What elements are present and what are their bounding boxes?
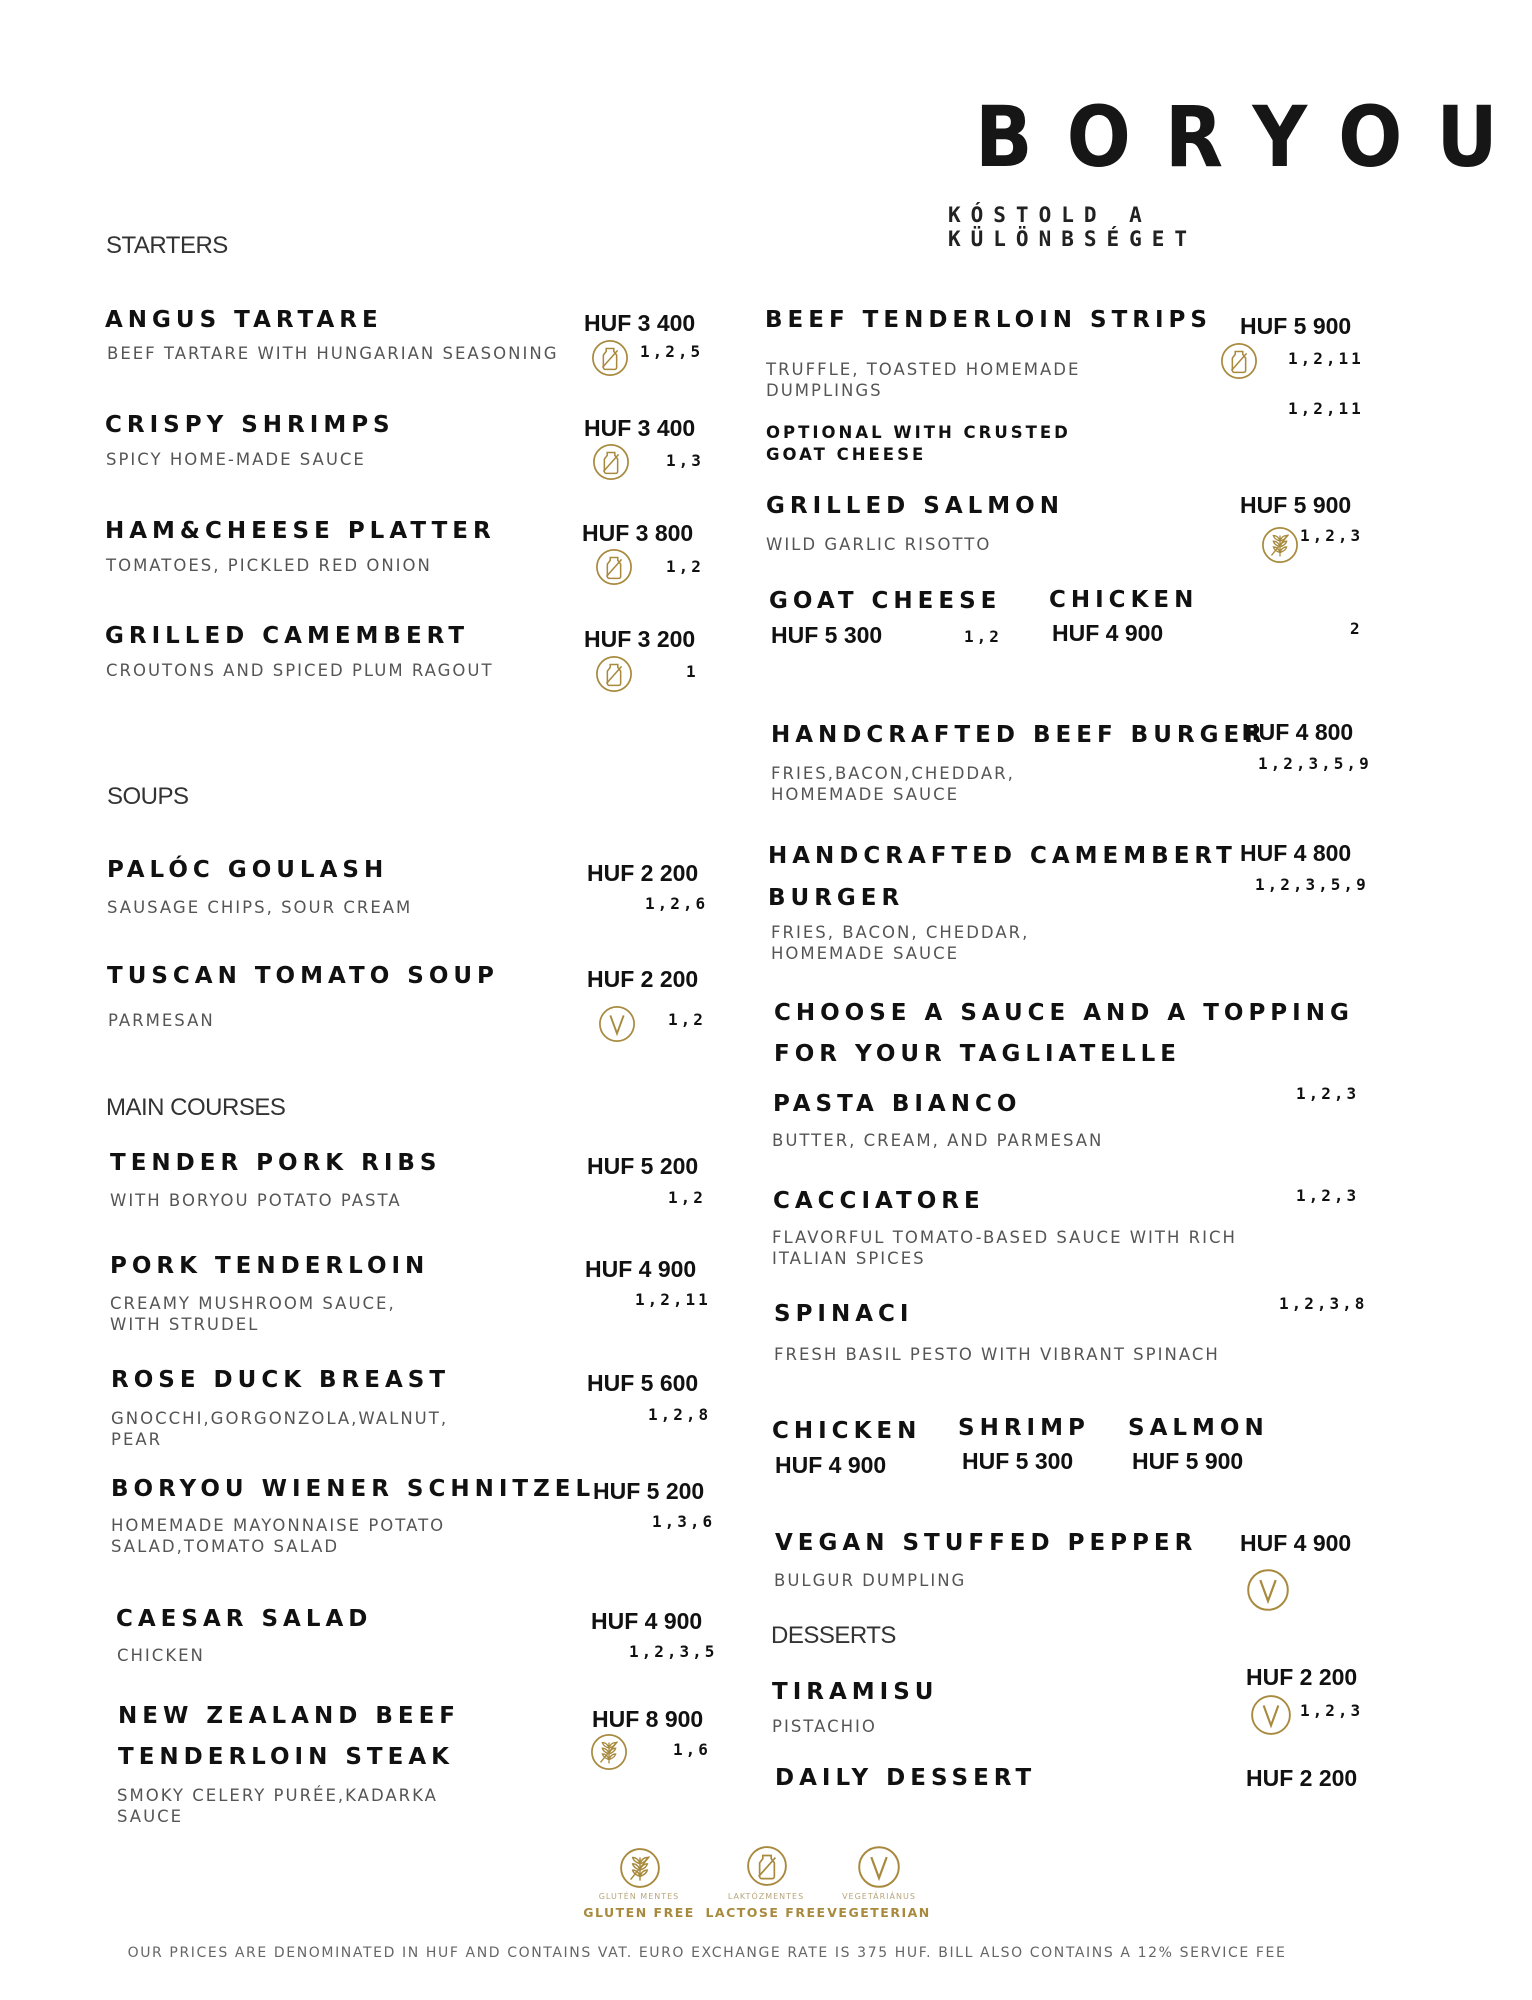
brand-tagline: KÓSTOLD A KÜLÖNBSÉGET bbox=[948, 203, 1198, 251]
legend-small-label: GLUTÉN MENTES bbox=[598, 1892, 680, 1901]
item-price: HUF 5 200 bbox=[593, 1478, 705, 1504]
item-price: HUF 2 200 bbox=[587, 966, 699, 992]
section-title-main-courses: MAIN COURSES bbox=[106, 1094, 286, 1121]
item-name: VEGAN STUFFED PEPPER bbox=[775, 1530, 1198, 1556]
item-price: HUF 2 200 bbox=[587, 860, 699, 886]
item-name: CACCIATORE bbox=[773, 1188, 985, 1214]
option-price: HUF 5 300 bbox=[771, 622, 883, 648]
item-description: GNOCCHI,GORGONZOLA,WALNUT, PEAR bbox=[111, 1409, 449, 1449]
item-name: TUSCAN TOMATO SOUP bbox=[107, 963, 499, 989]
item-name-line2: BURGER bbox=[768, 885, 905, 911]
item-description: BULGUR DUMPLING bbox=[774, 1571, 967, 1590]
item-price: HUF 2 200 bbox=[1246, 1765, 1358, 1791]
allergen-codes: 1,2 bbox=[668, 1188, 706, 1207]
lactose-free-icon bbox=[1220, 342, 1258, 380]
item-description: FRIES, BACON, CHEDDAR, HOMEMADE SAUCE bbox=[771, 923, 1030, 963]
allergen-codes: 1,2,11 bbox=[635, 1290, 711, 1309]
item-description: FRIES,BACON,CHEDDAR, HOMEMADE SAUCE bbox=[771, 764, 1015, 804]
item-name: NEW ZEALAND BEEF bbox=[118, 1703, 460, 1729]
item-description: BEEF TARTARE WITH HUNGARIAN SEASONING bbox=[107, 344, 559, 363]
gluten-free-icon bbox=[1261, 526, 1299, 564]
item-price: HUF 4 900 bbox=[1240, 1530, 1352, 1556]
option-price: HUF 4 900 bbox=[1052, 620, 1164, 646]
vegetarian-icon bbox=[1246, 1568, 1290, 1612]
item-price: HUF 4 800 bbox=[1240, 840, 1352, 866]
allergen-codes: 1,2 bbox=[964, 627, 1002, 646]
vegetarian-icon bbox=[1250, 1694, 1292, 1736]
item-name: CAESAR SALAD bbox=[116, 1606, 373, 1632]
item-name: HAM&CHEESE PLATTER bbox=[105, 518, 496, 544]
item-name: DAILY DESSERT bbox=[775, 1765, 1037, 1791]
item-price: HUF 4 900 bbox=[591, 1608, 703, 1634]
allergen-codes: 1,2,8 bbox=[648, 1405, 712, 1424]
allergen-codes: 1,2,6 bbox=[645, 894, 709, 913]
topping-price: HUF 5 900 bbox=[1132, 1448, 1244, 1474]
item-price: HUF 5 200 bbox=[587, 1153, 699, 1179]
allergen-codes: 1,2,11 bbox=[1288, 349, 1364, 368]
item-name: PASTA BIANCO bbox=[773, 1091, 1022, 1117]
item-description: PISTACHIO bbox=[772, 1717, 877, 1736]
item-price: HUF 2 200 bbox=[1246, 1664, 1358, 1690]
lactose-free-icon bbox=[595, 548, 633, 586]
item-name: BEEF TENDERLOIN STRIPS bbox=[765, 307, 1212, 333]
allergen-codes: 1,2 bbox=[668, 1010, 706, 1029]
item-name-line2: TENDERLOIN STEAK bbox=[118, 1744, 454, 1770]
item-name: PALÓC GOULASH bbox=[107, 857, 389, 883]
vegetarian-icon bbox=[857, 1845, 901, 1889]
option-name: GOAT CHEESE bbox=[769, 588, 1002, 614]
legend-label: GLUTEN FREE bbox=[583, 1905, 695, 1920]
allergen-codes: 1,2,3 bbox=[1300, 1701, 1364, 1720]
item-price: HUF 8 900 bbox=[592, 1706, 704, 1732]
item-description: WILD GARLIC RISOTTO bbox=[766, 535, 992, 554]
vegetarian-icon bbox=[598, 1005, 636, 1043]
item-description: TRUFFLE, TOASTED HOMEMADE DUMPLINGS bbox=[766, 360, 1081, 400]
item-name: ANGUS TARTARE bbox=[105, 307, 383, 333]
brand-logo: BORYOU bbox=[975, 88, 1532, 186]
allergen-codes: 1,6 bbox=[673, 1740, 711, 1759]
topping-name: CHICKEN bbox=[772, 1418, 922, 1444]
item-price: HUF 4 900 bbox=[585, 1256, 697, 1282]
legend-small-label: VEGETÁRIÁNUS bbox=[842, 1892, 916, 1901]
allergen-codes: 1,2,11 bbox=[1288, 399, 1364, 418]
item-price: HUF 3 200 bbox=[584, 626, 696, 652]
item-description: FLAVORFUL TOMATO-BASED SAUCE WITH RICH ITALIAN SPICES bbox=[772, 1228, 1237, 1268]
item-description: FRESH BASIL PESTO WITH VIBRANT SPINACH bbox=[774, 1345, 1220, 1364]
pasta-heading-line2: FOR YOUR TAGLIATELLE bbox=[774, 1041, 1181, 1067]
item-description: CHICKEN bbox=[117, 1646, 205, 1665]
allergen-codes: 1,2,3,8 bbox=[1279, 1294, 1368, 1313]
item-name: HANDCRAFTED CAMEMBERT bbox=[768, 843, 1237, 869]
gluten-free-icon bbox=[590, 1733, 628, 1771]
item-name: TENDER PORK RIBS bbox=[110, 1150, 442, 1176]
allergen-codes: 1,2,3 bbox=[1296, 1186, 1360, 1205]
item-name: CRISPY SHRIMPS bbox=[105, 412, 395, 438]
allergen-codes: 1,2,5 bbox=[640, 342, 704, 361]
lactose-free-icon bbox=[592, 443, 630, 481]
lactose-free-icon bbox=[591, 339, 629, 377]
topping-price: HUF 4 900 bbox=[775, 1452, 887, 1478]
allergen-codes: 1,2,3 bbox=[1300, 526, 1364, 545]
item-description: SAUSAGE CHIPS, SOUR CREAM bbox=[107, 898, 413, 917]
allergen-codes: 1 bbox=[686, 662, 699, 681]
item-name: GRILLED CAMEMBERT bbox=[105, 623, 470, 649]
section-title-soups: SOUPS bbox=[107, 783, 189, 810]
lactose-free-icon bbox=[595, 655, 633, 693]
topping-price: HUF 5 300 bbox=[962, 1448, 1074, 1474]
allergen-codes: 1,3,6 bbox=[652, 1512, 716, 1531]
item-description: TOMATOES, PICKLED RED ONION bbox=[106, 556, 432, 575]
allergen-codes: 1,2,3 bbox=[1296, 1084, 1360, 1103]
item-price: HUF 5 600 bbox=[587, 1370, 699, 1396]
item-name: SPINACI bbox=[774, 1301, 914, 1327]
item-description: WITH BORYOU POTATO PASTA bbox=[110, 1191, 402, 1210]
legend-label: VEGETERIAN bbox=[827, 1905, 931, 1920]
legend-small-label: LAKTÓZMENTES bbox=[727, 1892, 805, 1901]
topping-name: SALMON bbox=[1128, 1415, 1269, 1441]
item-name: HANDCRAFTED BEEF BURGER bbox=[771, 722, 1267, 748]
pasta-heading: CHOOSE A SAUCE AND A TOPPING bbox=[774, 1000, 1354, 1026]
topping-name: SHRIMP bbox=[958, 1415, 1090, 1441]
section-title-desserts: DESSERTS bbox=[771, 1622, 896, 1649]
optional-note: OPTIONAL WITH CRUSTED GOAT CHEESE bbox=[766, 423, 1071, 464]
allergen-codes: 1,3 bbox=[666, 451, 704, 470]
section-title-starters: STARTERS bbox=[106, 232, 228, 259]
allergen-codes: 1,2,3,5 bbox=[629, 1642, 718, 1661]
gluten-free-icon bbox=[619, 1847, 661, 1889]
item-price: HUF 5 900 bbox=[1240, 313, 1352, 339]
item-description: CREAMY MUSHROOM SAUCE, WITH STRUDEL bbox=[110, 1294, 396, 1334]
option-name: CHICKEN bbox=[1049, 587, 1199, 613]
lactose-free-icon bbox=[746, 1845, 788, 1887]
item-description: HOMEMADE MAYONNAISE POTATO SALAD,TOMATO SALAD bbox=[111, 1516, 446, 1556]
item-name: PORK TENDERLOIN bbox=[110, 1253, 430, 1279]
legend-label: LACTOSE FREE bbox=[705, 1905, 827, 1920]
item-description: CROUTONS AND SPICED PLUM RAGOUT bbox=[106, 661, 494, 680]
item-description: SPICY HOME-MADE SAUCE bbox=[106, 450, 366, 469]
item-price: HUF 3 400 bbox=[584, 415, 696, 441]
item-price: HUF 3 400 bbox=[584, 310, 696, 336]
item-price: HUF 5 900 bbox=[1240, 492, 1352, 518]
item-description: PARMESAN bbox=[108, 1011, 215, 1030]
item-name: BORYOU WIENER SCHNITZEL bbox=[111, 1476, 596, 1502]
item-description: SMOKY CELERY PURÉE,KADARKA SAUCE bbox=[117, 1786, 438, 1826]
item-name: GRILLED SALMON bbox=[766, 493, 1064, 519]
allergen-codes: 1,2,3,5,9 bbox=[1258, 754, 1372, 773]
footer-note: OUR PRICES ARE DENOMINATED IN HUF AND CONTAINS VAT. EURO EXCHANGE RATE IS 375 HUF. BILL ALSO CONTAINS A 12% SERVICE FEE bbox=[127, 1945, 1287, 1961]
item-description: BUTTER, CREAM, AND PARMESAN bbox=[772, 1131, 1104, 1150]
item-price: HUF 4 800 bbox=[1242, 719, 1354, 745]
item-name: TIRAMISU bbox=[772, 1679, 939, 1705]
allergen-codes: 1,2,3,5,9 bbox=[1255, 875, 1369, 894]
item-name: ROSE DUCK BREAST bbox=[111, 1367, 451, 1393]
allergen-codes: 1,2 bbox=[666, 557, 704, 576]
allergen-codes: 2 bbox=[1350, 619, 1363, 638]
item-price: HUF 3 800 bbox=[582, 520, 694, 546]
